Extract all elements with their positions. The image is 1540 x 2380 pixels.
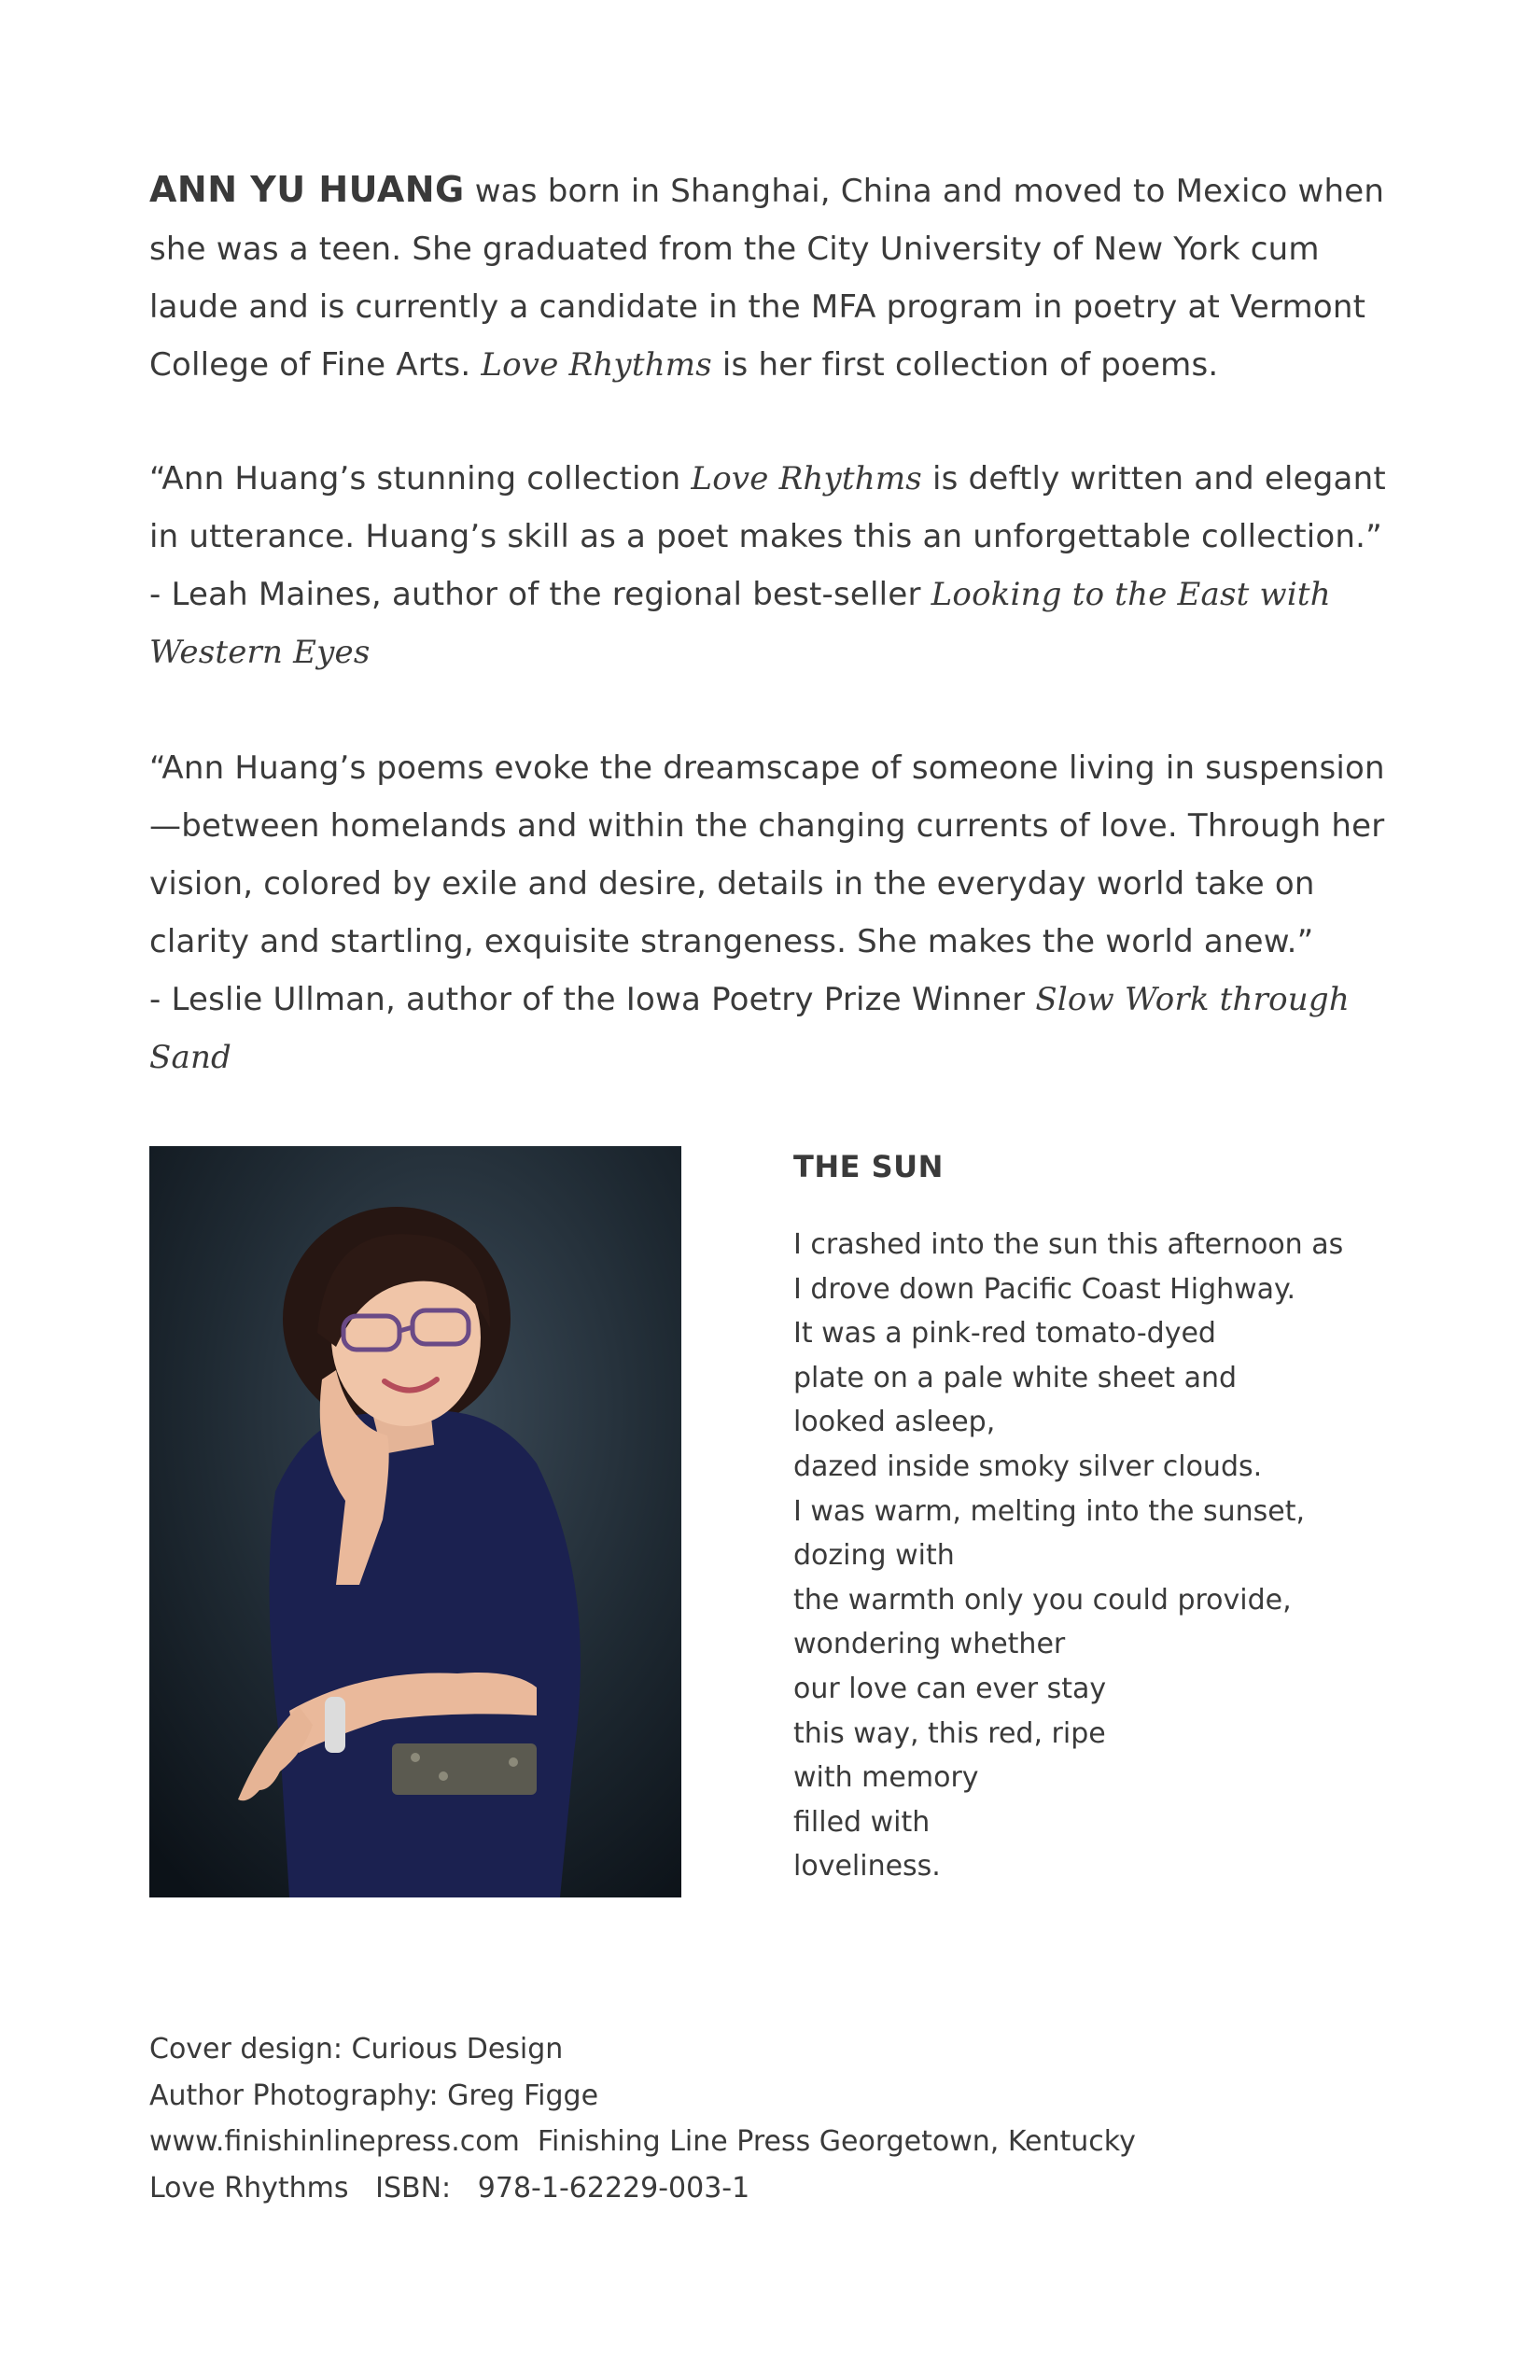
- poem-line: plate on a pale white sheet and: [793, 1361, 1238, 1394]
- poem-the-sun: [793, 1141, 1428, 1889]
- quote1-attribution-title: Looking to the East with Western Eyes: [149, 576, 1331, 671]
- poem-line: dazed inside smoky silver clouds.: [793, 1449, 1263, 1483]
- poem-line: filled with: [793, 1805, 931, 1839]
- quote2-attribution: - Leslie Ullman, author of the Iowa Poetry Prize Winner: [149, 981, 1036, 1018]
- author-photo: [149, 1146, 681, 1897]
- author-bio: [149, 161, 1400, 394]
- quote1-attribution: - Leah Maines, author of the regional best-seller: [149, 576, 931, 613]
- poem-line: I drove down Pacific Coast Highway.: [793, 1272, 1296, 1306]
- blurb-quote-maines: [149, 450, 1400, 681]
- blurb-quote-ullman: [149, 739, 1400, 1086]
- publisher-credit: www.finishinlinepress.com Finishing Line Press Georgetown, Kentucky: [149, 2125, 1136, 2158]
- poem-line: this way, this red, ripe: [793, 1716, 1106, 1750]
- author-name: ANN YU HUANG: [149, 169, 465, 210]
- poem-body: [793, 1223, 1428, 1889]
- bio-text-2: is her first collection of poems.: [711, 346, 1219, 384]
- poem-line: looked asleep,: [793, 1406, 996, 1439]
- poem-line: It was a pink-red tomato-dyed: [793, 1317, 1216, 1351]
- bio-book-title: Love Rhythms: [481, 346, 712, 384]
- credits: [149, 2026, 1400, 2211]
- poem-line: with memory: [793, 1761, 979, 1795]
- quote2-attribution-title: Slow Work through Sand: [149, 981, 1350, 1076]
- cover-design-credit: Cover design: Curious Design: [149, 2033, 564, 2065]
- quote1-text-1: “Ann Huang’s stunning collection: [149, 460, 692, 497]
- poem-line: I crashed into the sun this afternoon as: [793, 1228, 1344, 1261]
- poem-line: our love can ever stay: [793, 1672, 1107, 1705]
- bio-text-1: was born in Shanghai, China and moved to Mexico when she was a teen. She graduated from the City University of New York cum laude and is currently a candidate in the MFA program in poetry at Vermont College of Fine Arts.: [149, 173, 1385, 384]
- quote1-text-2: is deftly written and elegant in utterance. Huang’s skill as a poet makes this an unforgettable collection.”: [149, 460, 1386, 555]
- quote1-book-title: Love Rhythms: [691, 460, 922, 497]
- poem-line: wondering whether: [793, 1628, 1066, 1661]
- poem-line: loveliness.: [793, 1850, 941, 1883]
- isbn-line: Love Rhythms ISBN: 978-1-62229-003-1: [149, 2171, 750, 2205]
- poem-line: dozing with: [793, 1539, 955, 1573]
- poem-line: the warmth only you could provide,: [793, 1583, 1292, 1617]
- poem-title: THE SUN: [793, 1149, 944, 1184]
- poem-line: I was warm, melting into the sunset,: [793, 1494, 1306, 1528]
- photography-credit: Author Photography: Greg Figge: [149, 2079, 599, 2112]
- quote2-text: “Ann Huang’s poems evoke the dreamscape of someone living in suspension—between homelands and within the changing currents of love. Through her vision, colored by exile and desire, details in the everyday world take on clarity and startling, exquisite strangeness. She makes the world anew.”: [149, 749, 1385, 960]
